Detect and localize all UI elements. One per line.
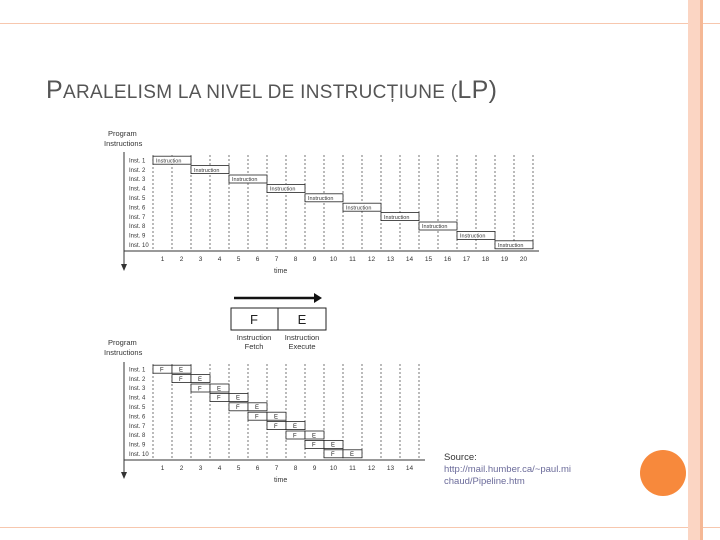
bottom-tick-label: 12 bbox=[367, 465, 376, 472]
top-tick-label: 11 bbox=[349, 256, 356, 263]
bottom-tick-label: 4 bbox=[217, 465, 222, 472]
bottom-execute-label: E bbox=[350, 452, 355, 459]
bottom-fetch-label: F bbox=[179, 376, 183, 383]
bottom-row-label: Inst. 1 bbox=[129, 367, 146, 374]
bottom-tick-label: 13 bbox=[386, 465, 395, 472]
bottom-tick-label: 14 bbox=[405, 465, 414, 472]
source-url-2[interactable]: chaud/Pipeline.htm bbox=[444, 476, 525, 487]
bottom-fetch-label: F bbox=[198, 386, 202, 393]
title-end: ) bbox=[488, 76, 498, 104]
top-tick-label: 12 bbox=[367, 256, 376, 263]
bottom-tick-label: 9 bbox=[312, 465, 317, 472]
bottom-fetch-label: F bbox=[255, 414, 259, 421]
bottom-execute-label: E bbox=[217, 386, 222, 393]
top-row-label: Inst. 6 bbox=[129, 205, 146, 212]
bottom-y-label-2: Instructions bbox=[104, 348, 143, 357]
top-row-label: Inst. 3 bbox=[129, 177, 146, 184]
top-instruction-label: Instruction bbox=[498, 243, 524, 249]
bottom-y-label-1: Program bbox=[108, 338, 137, 347]
bottom-row-label: Inst. 8 bbox=[129, 433, 146, 440]
legend-fetch-2: Fetch bbox=[244, 342, 264, 351]
bottom-tick-label: 10 bbox=[329, 465, 338, 472]
source-note bbox=[444, 452, 571, 488]
top-instruction-label: Instruction bbox=[308, 196, 334, 202]
top-instruction-label: Instruction bbox=[346, 205, 372, 212]
top-tick-label: 14 bbox=[405, 256, 414, 263]
top-row-label: Inst. 9 bbox=[129, 233, 146, 240]
top-row-label: Inst. 10 bbox=[129, 243, 149, 249]
legend-exec-1: Instruction bbox=[284, 333, 320, 342]
top-instruction-label: Instruction bbox=[194, 167, 220, 174]
pipeline-legend bbox=[231, 293, 326, 351]
bottom-tick-label: 3 bbox=[198, 465, 203, 472]
bottom-row-label: Inst. 3 bbox=[129, 386, 146, 393]
top-tick-label: 13 bbox=[386, 256, 395, 263]
bottom-execute-label: E bbox=[274, 414, 279, 421]
source-label: Source: bbox=[444, 452, 477, 463]
top-y-label-2: Instructions bbox=[104, 139, 143, 148]
bottom-tick-label: 2 bbox=[179, 465, 184, 472]
bottom-execute-label: E bbox=[293, 423, 298, 430]
top-tick-label: 17 bbox=[462, 256, 471, 263]
top-row-label: Inst. 1 bbox=[129, 158, 146, 165]
top-tick-label: 15 bbox=[424, 256, 433, 263]
top-instruction-label: Instruction bbox=[232, 177, 258, 184]
top-y-label-1: Program bbox=[108, 129, 137, 138]
legend-fetch-1: Instruction bbox=[236, 333, 272, 342]
bottom-execute-label: E bbox=[236, 395, 241, 402]
bottom-tick-label: 1 bbox=[160, 465, 165, 472]
bottom-execute-label: E bbox=[312, 433, 317, 440]
top-tick-label: 8 bbox=[293, 256, 298, 263]
bottom-execute-label: E bbox=[331, 442, 336, 449]
top-tick-label: 4 bbox=[217, 256, 222, 263]
top-tick-label: 18 bbox=[481, 256, 490, 263]
bottom-execute-label: E bbox=[179, 367, 184, 374]
legend-e: E bbox=[297, 312, 307, 327]
decorative-circle bbox=[640, 450, 686, 496]
title-initial: P bbox=[46, 76, 63, 104]
top-tick-label: 19 bbox=[500, 256, 509, 263]
bottom-fetch-label: F bbox=[160, 367, 164, 374]
top-tick-label: 9 bbox=[312, 256, 317, 263]
source-url-1[interactable]: http://mail.humber.ca/~paul.mi bbox=[444, 464, 571, 475]
top-tick-label: 16 bbox=[443, 256, 452, 263]
top-row-label: Inst. 2 bbox=[129, 167, 146, 174]
bottom-fetch-label: F bbox=[236, 405, 240, 412]
bottom-fetch-label: F bbox=[274, 423, 278, 430]
bottom-diagram bbox=[121, 362, 425, 479]
legend-f: F bbox=[250, 312, 258, 327]
bottom-tick-label: 8 bbox=[293, 465, 298, 472]
top-tick-label: 1 bbox=[160, 256, 165, 263]
bottom-x-label: time bbox=[274, 477, 288, 484]
title-acronym: LP bbox=[457, 76, 489, 104]
bottom-fetch-label: F bbox=[331, 452, 335, 459]
bottom-tick-label: 11 bbox=[349, 465, 356, 472]
bottom-row-label: Inst. 6 bbox=[129, 414, 146, 421]
top-x-label: time bbox=[274, 268, 288, 275]
top-tick-label: 10 bbox=[329, 256, 338, 263]
top-instruction-label: Instruction bbox=[270, 186, 296, 193]
bottom-execute-label: E bbox=[198, 376, 203, 383]
bottom-execute-label: E bbox=[255, 405, 260, 412]
bottom-row-label: Inst. 5 bbox=[129, 405, 146, 411]
bottom-row-label: Inst. 2 bbox=[129, 376, 146, 383]
top-tick-label: 3 bbox=[198, 256, 203, 263]
top-tick-label: 7 bbox=[274, 256, 279, 263]
top-y-axis-arrow bbox=[121, 264, 127, 271]
bottom-tick-label: 5 bbox=[236, 465, 241, 472]
top-tick-label: 5 bbox=[236, 256, 241, 263]
bottom-fetch-label: F bbox=[312, 442, 316, 449]
top-row-label: Inst. 8 bbox=[129, 224, 146, 231]
top-instruction-label: Instruction bbox=[460, 233, 486, 240]
bottom-row-label: Inst. 10 bbox=[129, 452, 149, 458]
top-diagram bbox=[121, 152, 539, 271]
top-tick-label: 6 bbox=[255, 256, 260, 263]
top-row-label: Inst. 5 bbox=[129, 196, 146, 202]
bottom-tick-label: 7 bbox=[274, 465, 279, 472]
top-row-label: Inst. 4 bbox=[129, 186, 146, 193]
top-tick-label: 2 bbox=[179, 256, 184, 263]
legend-exec-2: Execute bbox=[288, 342, 316, 351]
top-instruction-label: Instruction bbox=[422, 224, 448, 231]
top-instruction-label: Instruction bbox=[156, 158, 182, 165]
top-tick-label: 20 bbox=[519, 256, 528, 263]
title-text: ARALELISM LA NIVEL DE INSTRUCȚIUNE ( bbox=[62, 82, 458, 103]
bottom-fetch-label: F bbox=[217, 395, 221, 402]
bottom-row-label: Inst. 7 bbox=[129, 423, 146, 430]
bottom-y-axis-arrow bbox=[121, 472, 127, 479]
bottom-row-label: Inst. 9 bbox=[129, 442, 146, 449]
bottom-tick-label: 6 bbox=[255, 465, 260, 472]
bottom-fetch-label: F bbox=[293, 433, 297, 440]
top-instruction-label: Instruction bbox=[384, 214, 410, 221]
bottom-row-label: Inst. 4 bbox=[129, 395, 146, 402]
top-row-label: Inst. 7 bbox=[129, 214, 146, 221]
